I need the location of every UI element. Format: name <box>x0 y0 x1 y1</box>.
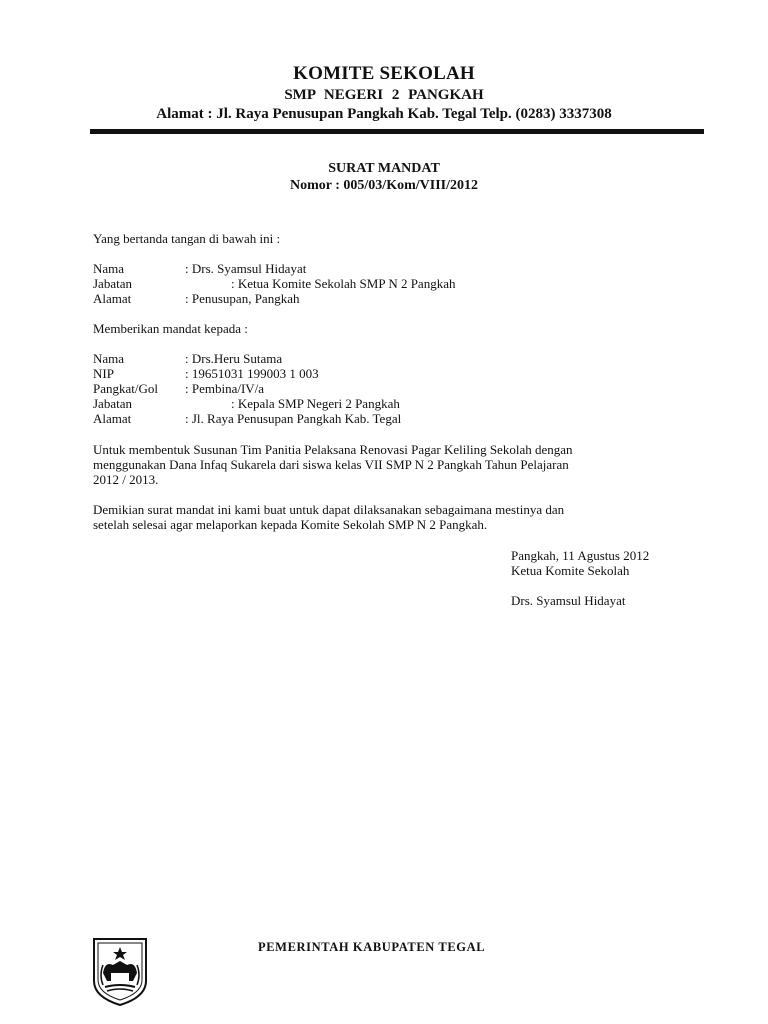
closing-line: Demikian surat mandat ini kami buat untuk dapat dilaksanakan sebagaimana mestinya dan <box>93 502 565 517</box>
purpose-line: Untuk membentuk Susunan Tim Panitia Pelaksana Renovasi Pagar Keliling Sekolah dengan <box>93 442 573 457</box>
letter-number: Nomor : 005/03/Kom/VIII/2012 <box>290 178 478 193</box>
field-value: : Ketua Komite Sekolah SMP N 2 Pangkah <box>231 276 456 291</box>
field-value: : 19651031 199003 1 003 <box>185 366 319 381</box>
field-label: Nama <box>93 261 125 276</box>
footer-regency-name: PEMERINTAH KABUPATEN TEGAL <box>258 940 486 954</box>
purpose-line: 2012 / 2013. <box>93 472 159 487</box>
field-label: Jabatan <box>93 276 132 291</box>
committee-title: KOMITE SEKOLAH <box>293 63 475 84</box>
field-label: NIP <box>93 366 114 381</box>
field-value: : Drs.Heru Sutama <box>185 351 283 366</box>
field-label: Alamat <box>93 411 132 426</box>
signature-name: Drs. Syamsul Hidayat <box>511 593 626 608</box>
letterhead-divider <box>90 129 704 134</box>
field-value: : Kepala SMP Negeri 2 Pangkah <box>231 396 400 411</box>
intro-text: Yang bertanda tangan di bawah ini : <box>93 231 281 246</box>
field-value: : Drs. Syamsul Hidayat <box>185 261 307 276</box>
field-value: : Jl. Raya Penusupan Pangkah Kab. Tegal <box>185 411 402 426</box>
regency-emblem-icon <box>91 937 149 1007</box>
mandate-intro-text: Memberikan mandat kepada : <box>93 321 248 336</box>
signature-position: Ketua Komite Sekolah <box>511 563 630 578</box>
field-label: Alamat <box>93 291 132 306</box>
field-label: Jabatan <box>93 396 132 411</box>
field-label: Nama <box>93 351 125 366</box>
field-value: : Penusupan, Pangkah <box>185 291 300 306</box>
letter-title: SURAT MANDAT <box>328 161 440 176</box>
field-value: : Pembina/IV/a <box>185 381 265 396</box>
purpose-line: menggunakan Dana Infaq Sukarela dari siswa kelas VII SMP N 2 Pangkah Tahun Pelajaran <box>93 457 569 472</box>
signature-place-date: Pangkah, 11 Agustus 2012 <box>511 548 650 563</box>
school-address: Alamat : Jl. Raya Penusupan Pangkah Kab. Tegal Telp. (0283) 3337308 <box>156 106 612 122</box>
field-label: Pangkat/Gol <box>93 381 158 396</box>
school-name: SMP NEGERI 2 PANGKAH <box>284 87 484 103</box>
closing-line: setelah selesai agar melaporkan kepada Komite Sekolah SMP N 2 Pangkah. <box>93 517 488 532</box>
